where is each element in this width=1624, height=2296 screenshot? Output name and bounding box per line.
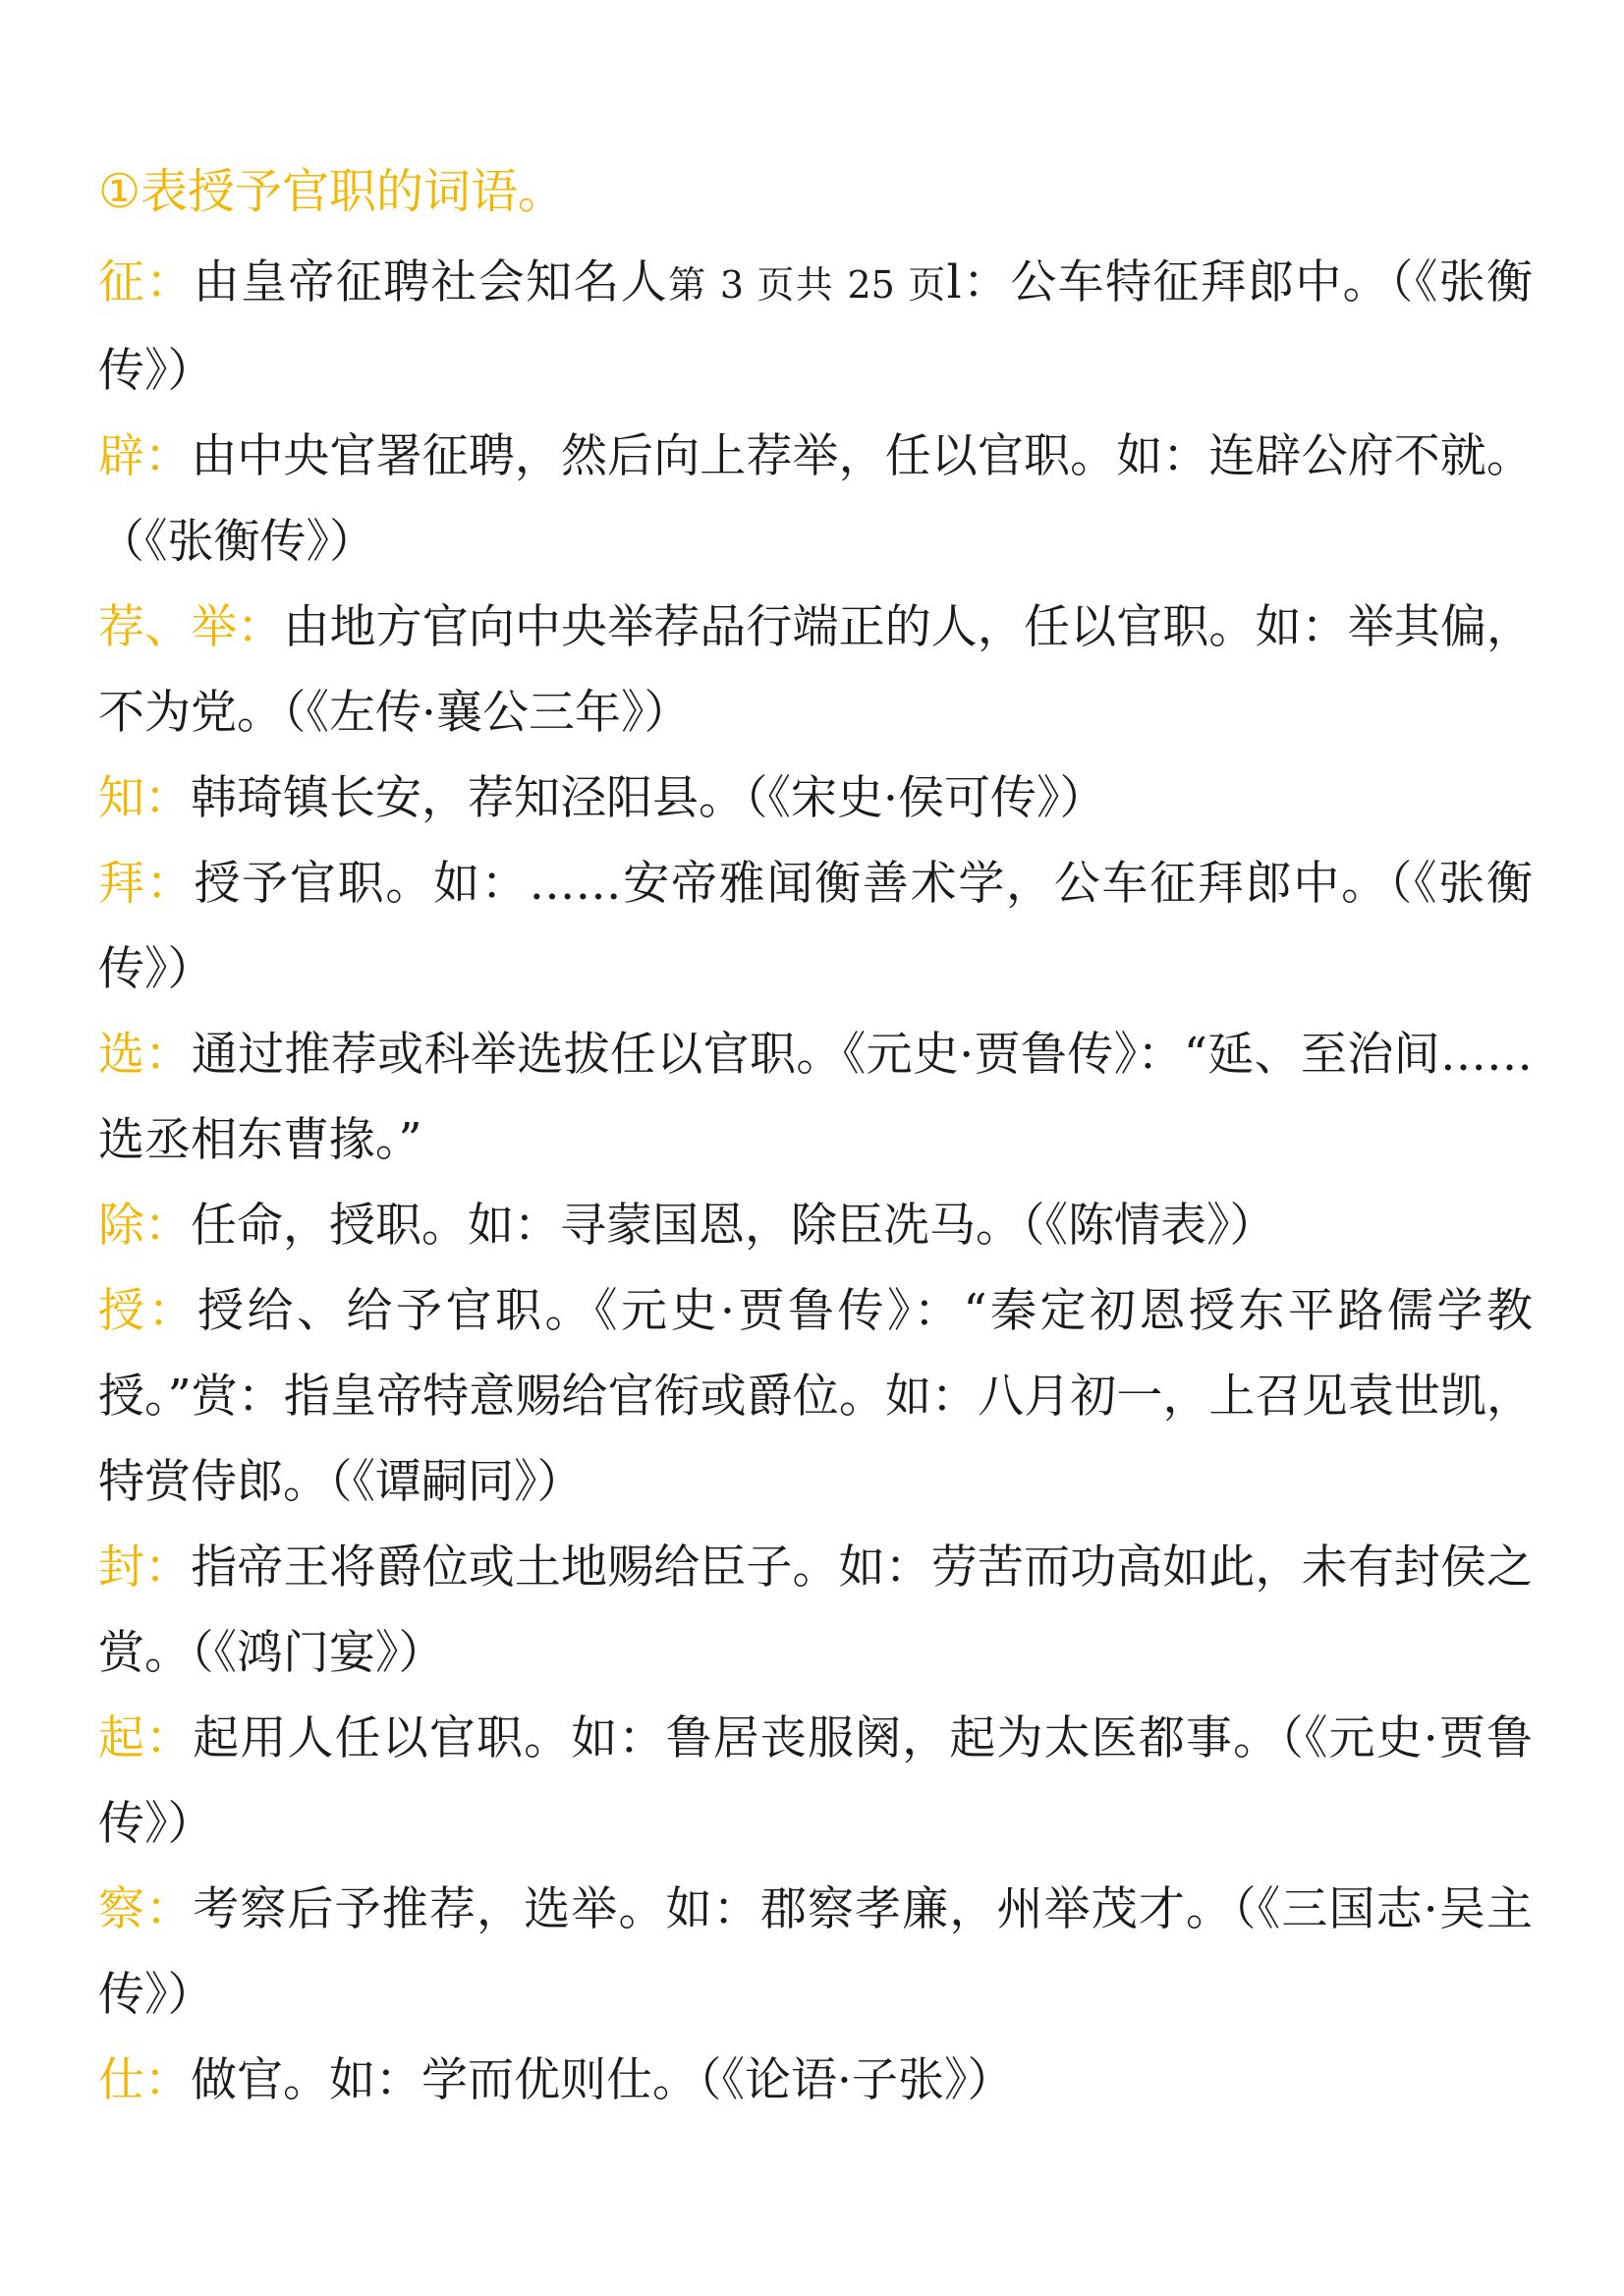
entry-text: 授予官职。如：……安帝雅闻衡善术学，公车征拜郎中。（《张衡传》） — [98, 857, 1534, 996]
entry-term: 荐、举： — [98, 600, 284, 654]
entry-term: 知： — [98, 771, 191, 825]
document-body — [98, 157, 1533, 2123]
entry-term: 封： — [98, 1540, 192, 1595]
entry-bai — [98, 841, 1533, 1012]
entry-text: 任命，授职。如：寻蒙国恩，除臣冼马。（《陈情表》） — [191, 1199, 1276, 1253]
entry-text: 通过推荐或科举选拔任以官职。《元史·贾鲁传》：“延、至治间……选丞相东曹掾。” — [98, 1028, 1534, 1167]
entry-text: 做官。如：学而优则仕。（《论语·子张》） — [191, 2053, 1014, 2107]
entry-term: 拜： — [98, 857, 195, 911]
entry-term: 征： — [98, 255, 194, 309]
entry-term: 仕： — [98, 2053, 191, 2107]
entry-term: 除： — [98, 1199, 191, 1253]
entry-cha — [98, 1867, 1533, 2038]
entry-text: 考察后予推荐，选举。如：郡察孝廉，州举茂才。（《三国志·吴主传》） — [98, 1882, 1533, 2022]
entry-text: 由皇帝征聘社会知名人 — [193, 255, 669, 309]
entry-qi — [98, 1696, 1533, 1867]
entry-text: l：公车特征拜郎中。（《张衡传》） — [98, 255, 1534, 398]
entry-chu — [98, 1183, 1533, 1268]
entry-text: 韩琦镇长安，荐知泾阳县。（《宋史·侯可传》） — [191, 771, 1106, 825]
entry-term: 辟： — [98, 429, 192, 483]
entry-term: 察： — [98, 1882, 194, 1936]
entry-text: 指帝王将爵位或土地赐给臣子。如：劳苦而功高如此，未有封侯之赏。（《鸿门宴》） — [98, 1540, 1534, 1680]
entry-text: 由地方官向中央举荐品行端正的人，任以官职。如：举其偏，不为党。（《左传·襄公三年》） — [98, 600, 1534, 740]
entry-term: 授： — [98, 1284, 198, 1338]
entry-text: 由中央官署征聘，然后向上荐举，任以官职。如：连辟公府不就。（《张衡传》） — [98, 429, 1534, 569]
entry-feng — [98, 1525, 1533, 1696]
entry-shi — [98, 2038, 1533, 2123]
entry-text: 起用人任以官职。如：鲁居丧服阕，起为太医都事。（《元史·贾鲁传》） — [98, 1711, 1533, 1851]
entry-term: 起： — [98, 1711, 194, 1765]
entry-xuan — [98, 1012, 1533, 1183]
section-heading: ①表授予官职的词语。 — [98, 164, 566, 219]
entry-term: 选： — [98, 1028, 192, 1082]
entry-zheng — [98, 240, 1533, 414]
entry-bi — [98, 414, 1533, 585]
entry-zhi — [98, 756, 1533, 841]
page-number-stamp: 第 3 页共 25 页 — [668, 263, 947, 307]
entry-text: 授给、给予官职。《元史·贾鲁传》：“秦定初恩授东平路儒学教授。”赏：指皇帝特意赐给官衔或爵位。如：八月初一，上召见袁世凯，特赏侍郎。（《谭嗣同》） — [98, 1284, 1534, 1509]
entry-shou — [98, 1268, 1533, 1525]
entry-jian-ju — [98, 585, 1533, 756]
